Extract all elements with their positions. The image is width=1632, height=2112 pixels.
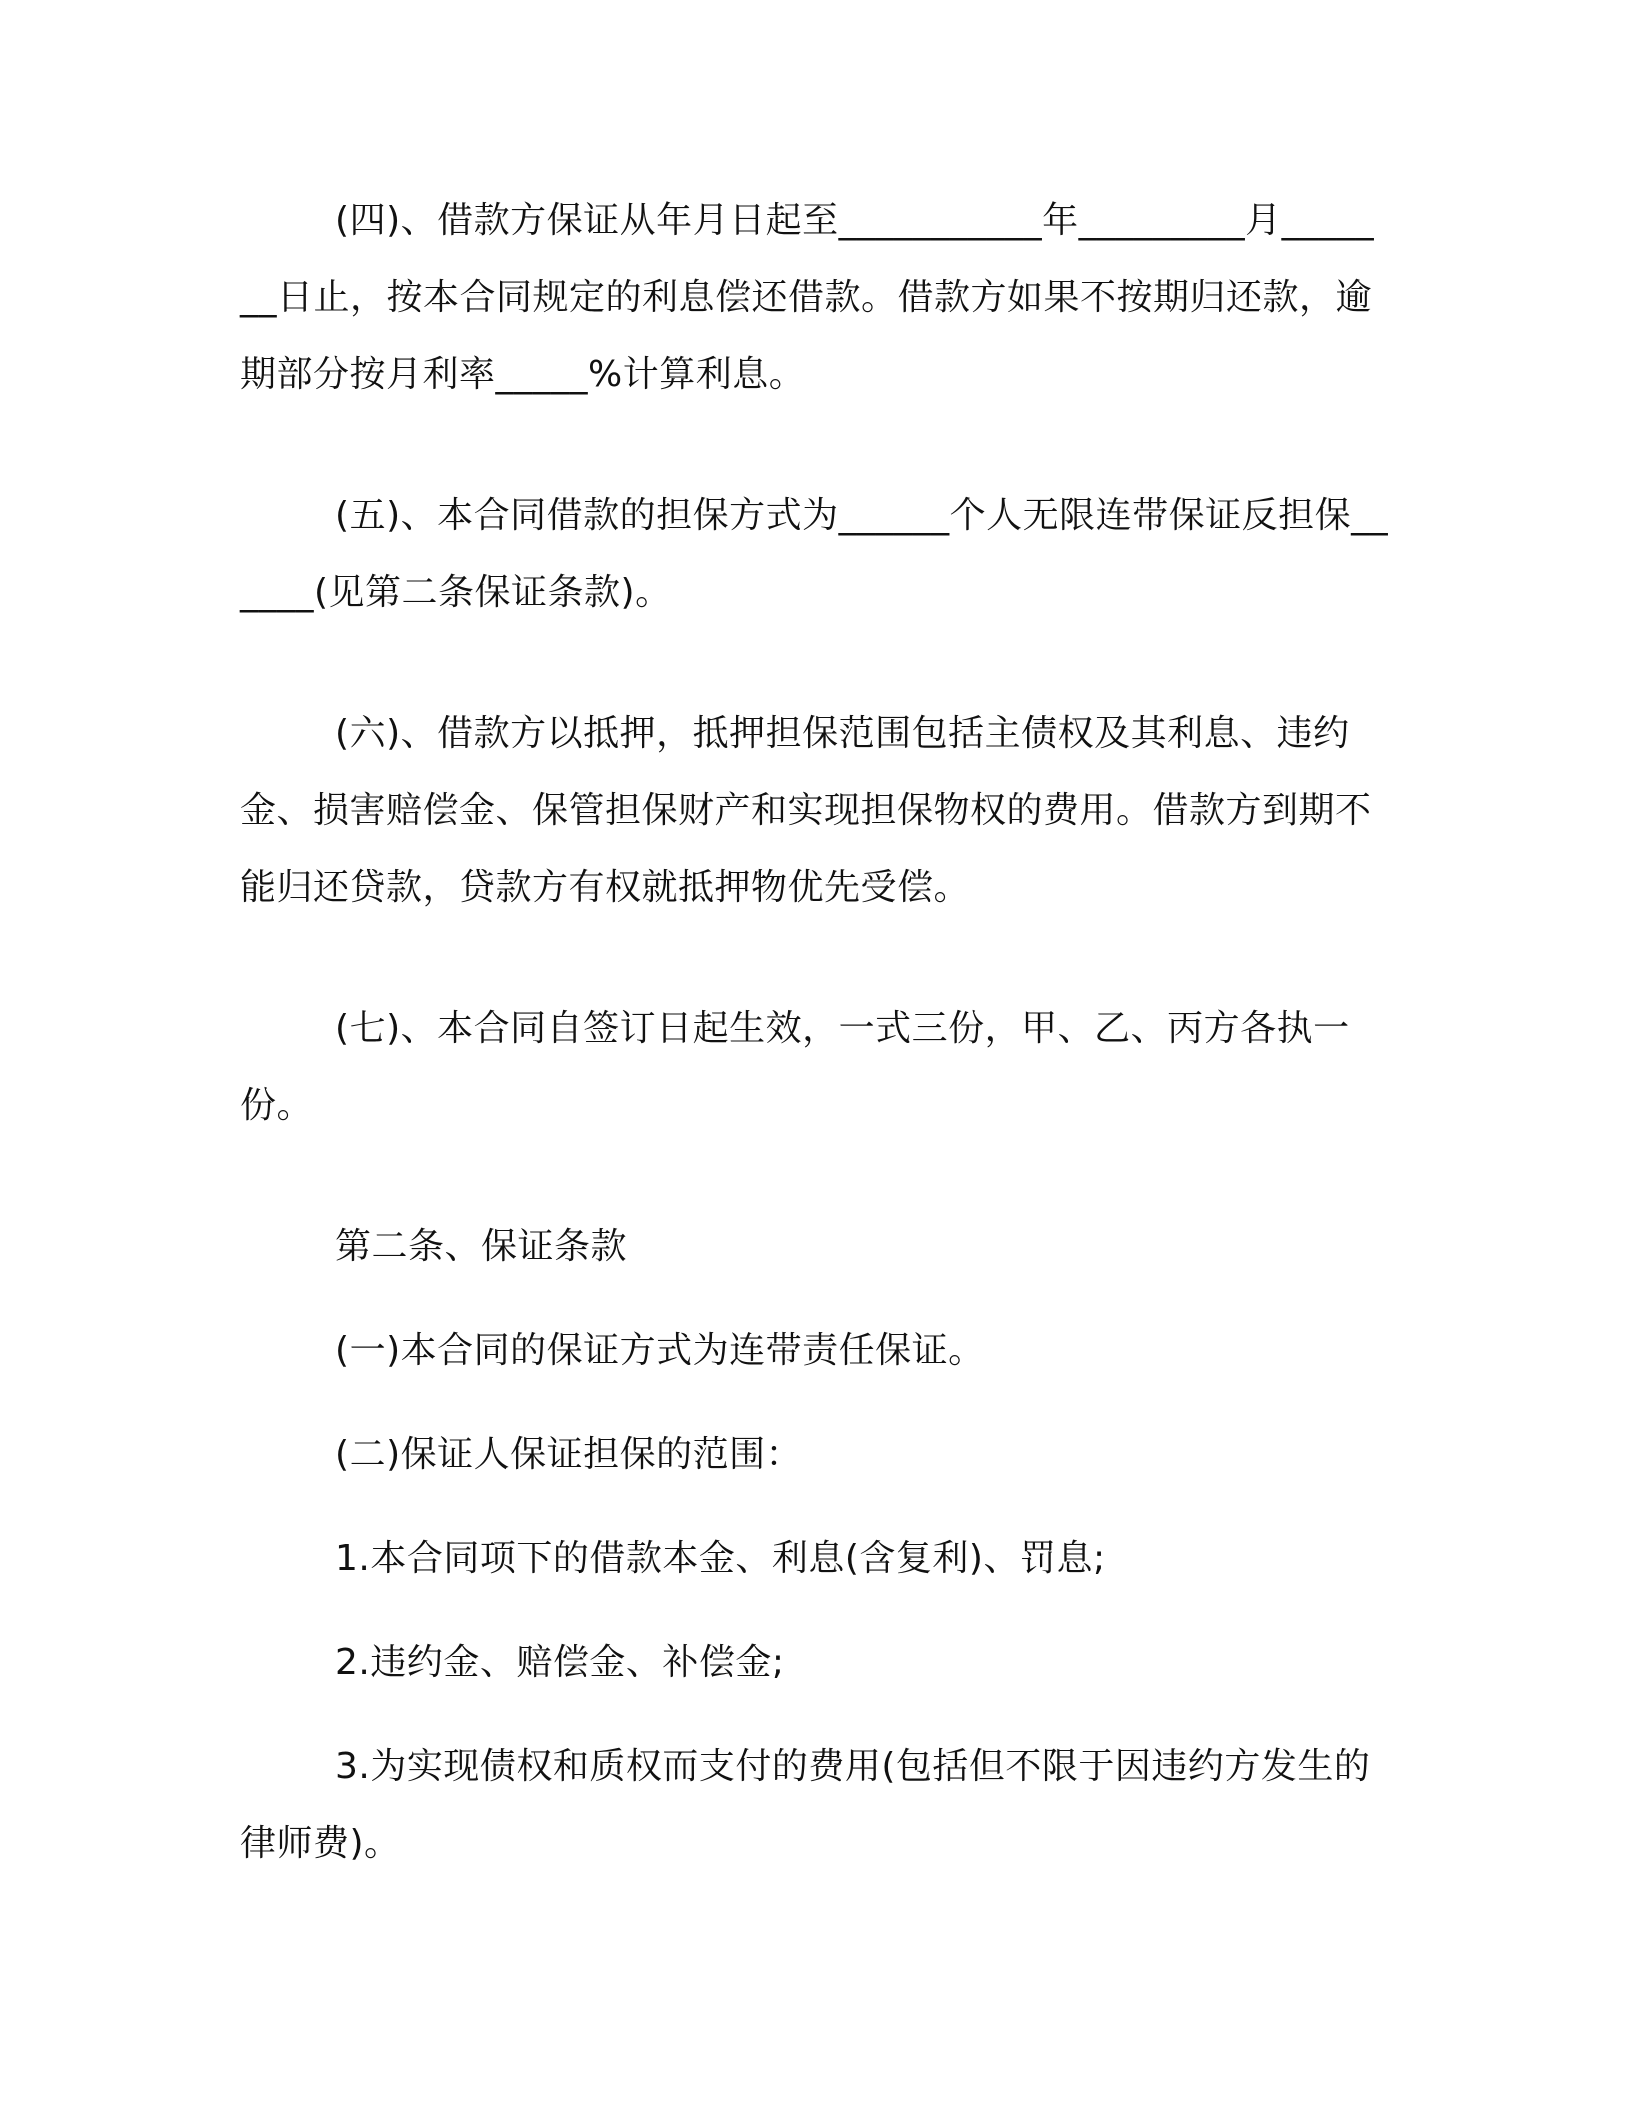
paragraph-clause-5: (五)、本合同借款的担保方式为______个人无限连带保证反担保______(见第二条保证条款)。 <box>240 495 1389 613</box>
section-heading-guarantee: 第二条、保证条款 <box>335 1226 628 1267</box>
paragraph-clause-4: (四)、借款方保证从年月日起至___________年_________月_______日止，按本合同规定的利息偿还借款。借款方如果不按期归还款，逾期部分按月利率_____%计算利息。 <box>240 200 1375 395</box>
paragraph-clause-7: (七)、本合同自签订日起生效，一式三份，甲、乙、丙方各执一份。 <box>240 1008 1350 1126</box>
paragraph-guarantee-scope: (二)保证人保证担保的范围： <box>335 1434 803 1475</box>
document-body <box>240 182 1392 1946</box>
paragraph-clause-6: (六)、借款方以抵押，抵押担保范围包括主债权及其利息、违约金、损害赔偿金、保管担保财产和实现担保物权的费用。借款方到期不能归还贷款，贷款方有权就抵押物优先受偿。 <box>240 713 1372 908</box>
list-item-scope-1: 1.本合同项下的借款本金、利息(含复利)、罚息; <box>335 1538 1106 1579</box>
list-item-scope-3: 3.为实现债权和质权而支付的费用(包括但不限于因违约方发生的律师费)。 <box>240 1746 1371 1864</box>
list-item-scope-2: 2.违约金、赔偿金、补偿金; <box>335 1642 785 1683</box>
paragraph-guarantee-method: (一)本合同的保证方式为连带责任保证。 <box>335 1330 985 1371</box>
